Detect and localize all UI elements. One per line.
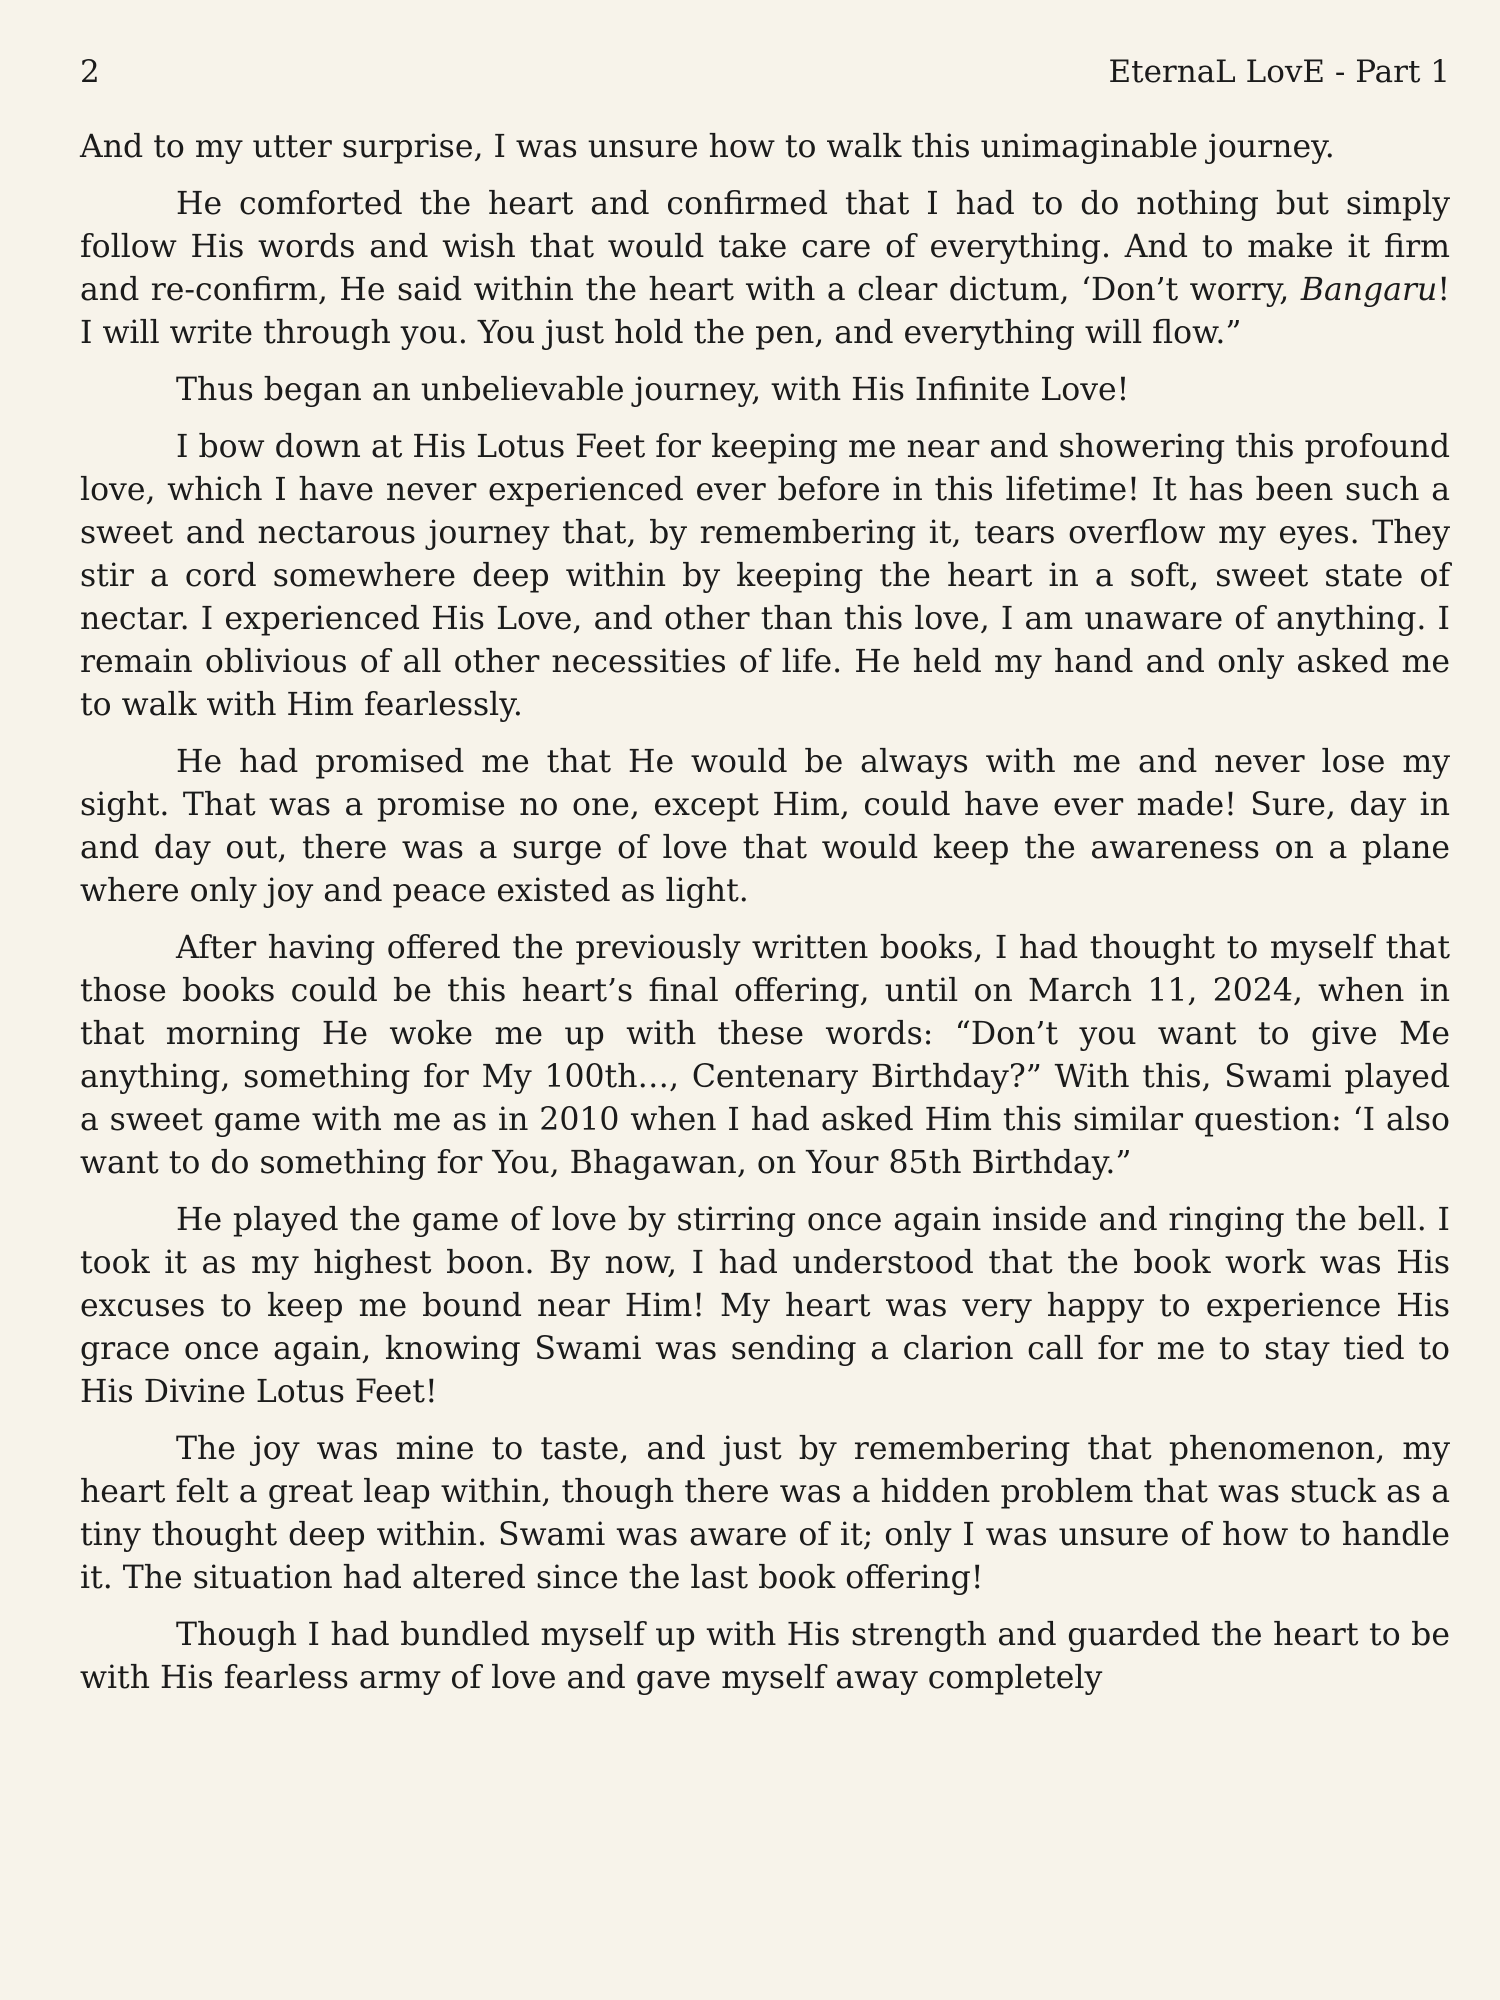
page-header — [80, 52, 1450, 92]
paragraph-4: I bow down at His Lotus Feet for keeping me near and showering this profound love, which I have never experienced ever before in this lifetime! It has been such a sweet and nectarous journey that, by remembering it, tears overflow my eyes. They stir a cord somewhere deep within by keeping the heart in a soft, sweet state of nectar. I experienced His Love, and other than this love, I am unaware of anything. I remain oblivious of all other necessities of life. He held my hand and only asked me to walk with Him fearlessly. — [80, 429, 1450, 723]
paragraph-9: Though I had bundled myself up with His strength and guarded the heart to be with His fearless army of love and gave myself away completely — [80, 1617, 1450, 1696]
paragraph-6: After having offered the previously written books, I had thought to myself that those books could be this heart’s final offering, until on March 11, 2024, when in that morning He woke me up with these words: “Don’t you want to give Me anything, something for My 100th…, Centenary Birthday?” With this, Swami played a sweet game with me as in 2010 when I had asked Him this similar question: ‘I also want to do something for You, Bhagawan, on Your 85th Birthday.” — [80, 930, 1450, 1181]
paragraph-8: The joy was mine to taste, and just by remembering that phenomenon, my heart felt a great leap within, though there was a hidden problem that was stuck as a tiny thought deep within. Swami was aware of it; only I was unsure of how to handle it. The situation had altered since the last book offering! — [80, 1431, 1450, 1596]
paragraph-1: And to my utter surprise, I was unsure how to walk this unimaginable journey. — [80, 129, 1335, 165]
paragraph-3: Thus began an unbelievable journey, with His Infinite Love! — [176, 372, 1130, 408]
body-text — [80, 126, 1450, 1714]
paragraph-7: He played the game of love by stirring once again inside and ringing the bell. I took it as my highest boon. By now, I had understood that the book work was His excuses to keep me bound near Him! My heart was very happy to experience His grace once again, knowing Swami was sending a clarion call for me to stay tied to His Divine Lotus Feet! — [80, 1202, 1450, 1410]
page-number: 2 — [80, 54, 100, 90]
emphasis-bangaru: Bangaru — [1300, 272, 1438, 308]
paragraph-5: He had promised me that He would be always with me and never lose my sight. That was a promise no one, except Him, could have ever made! Sure, day in and day out, there was a surge of love that would keep the awareness on a plane where only joy and peace existed as light. — [80, 744, 1450, 909]
running-title: EternaL LovE - Part 1 — [1108, 54, 1450, 90]
paragraph-2: He comforted the heart and confirmed that I had to do nothing but simply follow His words and wish that would take care of everything. And to make it firm and re-confirm, He said within the heart with a clear dictum, ‘Don’t worry, Bangaru! I will write through you. You just hold the pen, and everything will flow.” — [80, 186, 1450, 351]
